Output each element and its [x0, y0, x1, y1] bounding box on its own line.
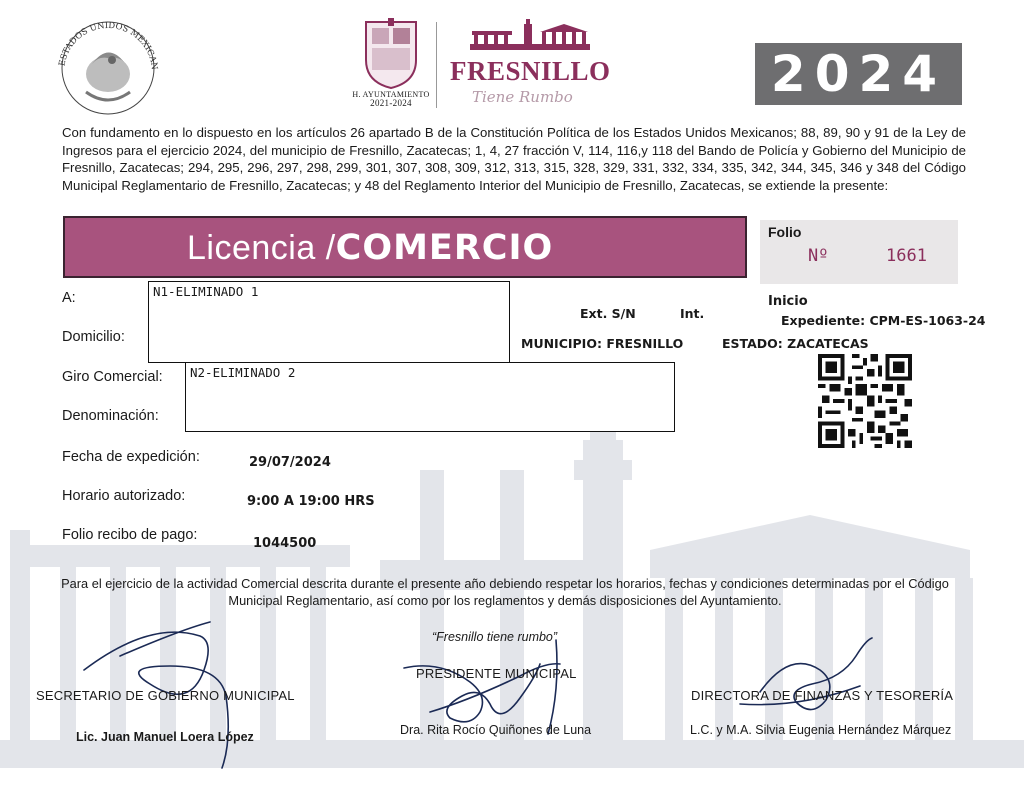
- municipal-shield: [352, 18, 430, 110]
- fresnillo-wordmark: FRESNILLO: [450, 56, 611, 86]
- eagle-seal-icon: [52, 12, 164, 120]
- folio-number: 1661: [886, 246, 927, 266]
- banner-prefix: Licencia /: [187, 229, 336, 267]
- business-name-label: Denominación:: [62, 408, 159, 424]
- qr-code-icon: [818, 354, 912, 448]
- folio-box: [760, 220, 958, 284]
- redacted-recipient-box: [148, 281, 510, 363]
- right-signer-role: DIRECTORA DE FINANZAS Y TESORERÍA: [691, 688, 954, 703]
- right-signer-name: L.C. y M.A. Silvia Eugenia Hernández Márquez: [690, 723, 952, 737]
- address-label: Domicilio:: [62, 329, 125, 345]
- interior-number: Int.: [680, 306, 705, 321]
- year-badge: 2024: [755, 43, 962, 105]
- fresnillo-logo: [448, 16, 611, 112]
- start-status: Inicio: [768, 294, 808, 309]
- municipal-motto: “Fresnillo tiene rumbo”: [432, 630, 558, 644]
- ayuntamiento-years: 2021-2024: [370, 98, 412, 108]
- ayuntamiento-caption: H. AYUNTAMIENTO: [352, 90, 430, 99]
- license-type-banner: [63, 216, 747, 278]
- issue-date-value: 29/07/2024: [249, 455, 331, 470]
- file-number: Expediente: CPM-ES-1063-24: [781, 313, 986, 328]
- national-seal: [52, 12, 164, 120]
- activity-notice: Para el ejercicio de la actividad Comercial descrita durante el presente año debiendo respetar los horarios, fechas y condiciones determinadas por el Código Municipal Reglamentario, así como por los reglamentos y demás disposiciones del Ayuntamiento.: [61, 576, 949, 608]
- center-signer-name: Dra. Rita Rocío Quiñones de Luna: [400, 723, 592, 737]
- business-type-label: Giro Comercial:: [62, 369, 163, 385]
- municipality: MUNICIPIO: FRESNILLO: [521, 336, 684, 351]
- seal-text: ESTADOS UNIDOS MEXICAN: [57, 20, 160, 71]
- legal-basis-paragraph: Con fundamento en lo dispuesto en los artículos 26 apartado B de la Constitución Política de los Estados Unidos Mexicanos; 88, 89, 90 y 91 de la Ley de Ingresos para el ejercicio 2024, del municipio de Fresnillo, Zacatecas; 1, 4, 27 fracción V, 114, 116,y 118 del Bando de Policía y Gobierno del Municipio de Fresnillo, Zacatecas; 294, 295, 296, 297, 298, 299, 301, 307, 308, 309, 312, 313, 315, 328, 329, 331, 332, 334, 335, 342, 344, 345, 346 y 348 del Código Municipal Reglamentario de Fresnillo, Zacatecas; y 48 del Reglamento Interior del Municipio de Fresnillo, Zacatecas, se extiende la presente:: [62, 125, 966, 193]
- state: ESTADO: ZACATECAS: [722, 336, 869, 351]
- banner-main-title: COMERCIO: [335, 228, 554, 268]
- redacted-business-box: [185, 362, 675, 432]
- left-signer-name: Lic. Juan Manuel Loera López: [76, 730, 254, 744]
- payment-receipt-label: Folio recibo de pago:: [62, 527, 198, 543]
- left-signer-role: SECRETARIO DE GOBIERNO MUNICIPAL: [36, 688, 295, 703]
- center-signer-role: PRESIDENTE MUNICIPAL: [416, 666, 577, 681]
- shield-icon: [358, 18, 424, 90]
- recipient-label: A:: [62, 290, 76, 306]
- hours-value: 9:00 A 19:00 HRS: [247, 494, 375, 509]
- folio-number-symbol: Nº: [808, 246, 829, 266]
- redacted-business-text: N2-ELIMINADO 2: [190, 365, 296, 380]
- issue-date-label: Fecha de expedición:: [62, 449, 200, 465]
- logo-tagline: Tiene Rumbo: [472, 88, 573, 106]
- payment-receipt-value: 1044500: [253, 536, 317, 551]
- monument-skyline-icon: [468, 18, 618, 56]
- exterior-number: Ext. S/N: [580, 306, 636, 321]
- header-divider: [436, 22, 437, 108]
- redacted-recipient-text: N1-ELIMINADO 1: [153, 284, 259, 299]
- folio-label: Folio: [768, 224, 802, 240]
- hours-label: Horario autorizado:: [62, 488, 186, 504]
